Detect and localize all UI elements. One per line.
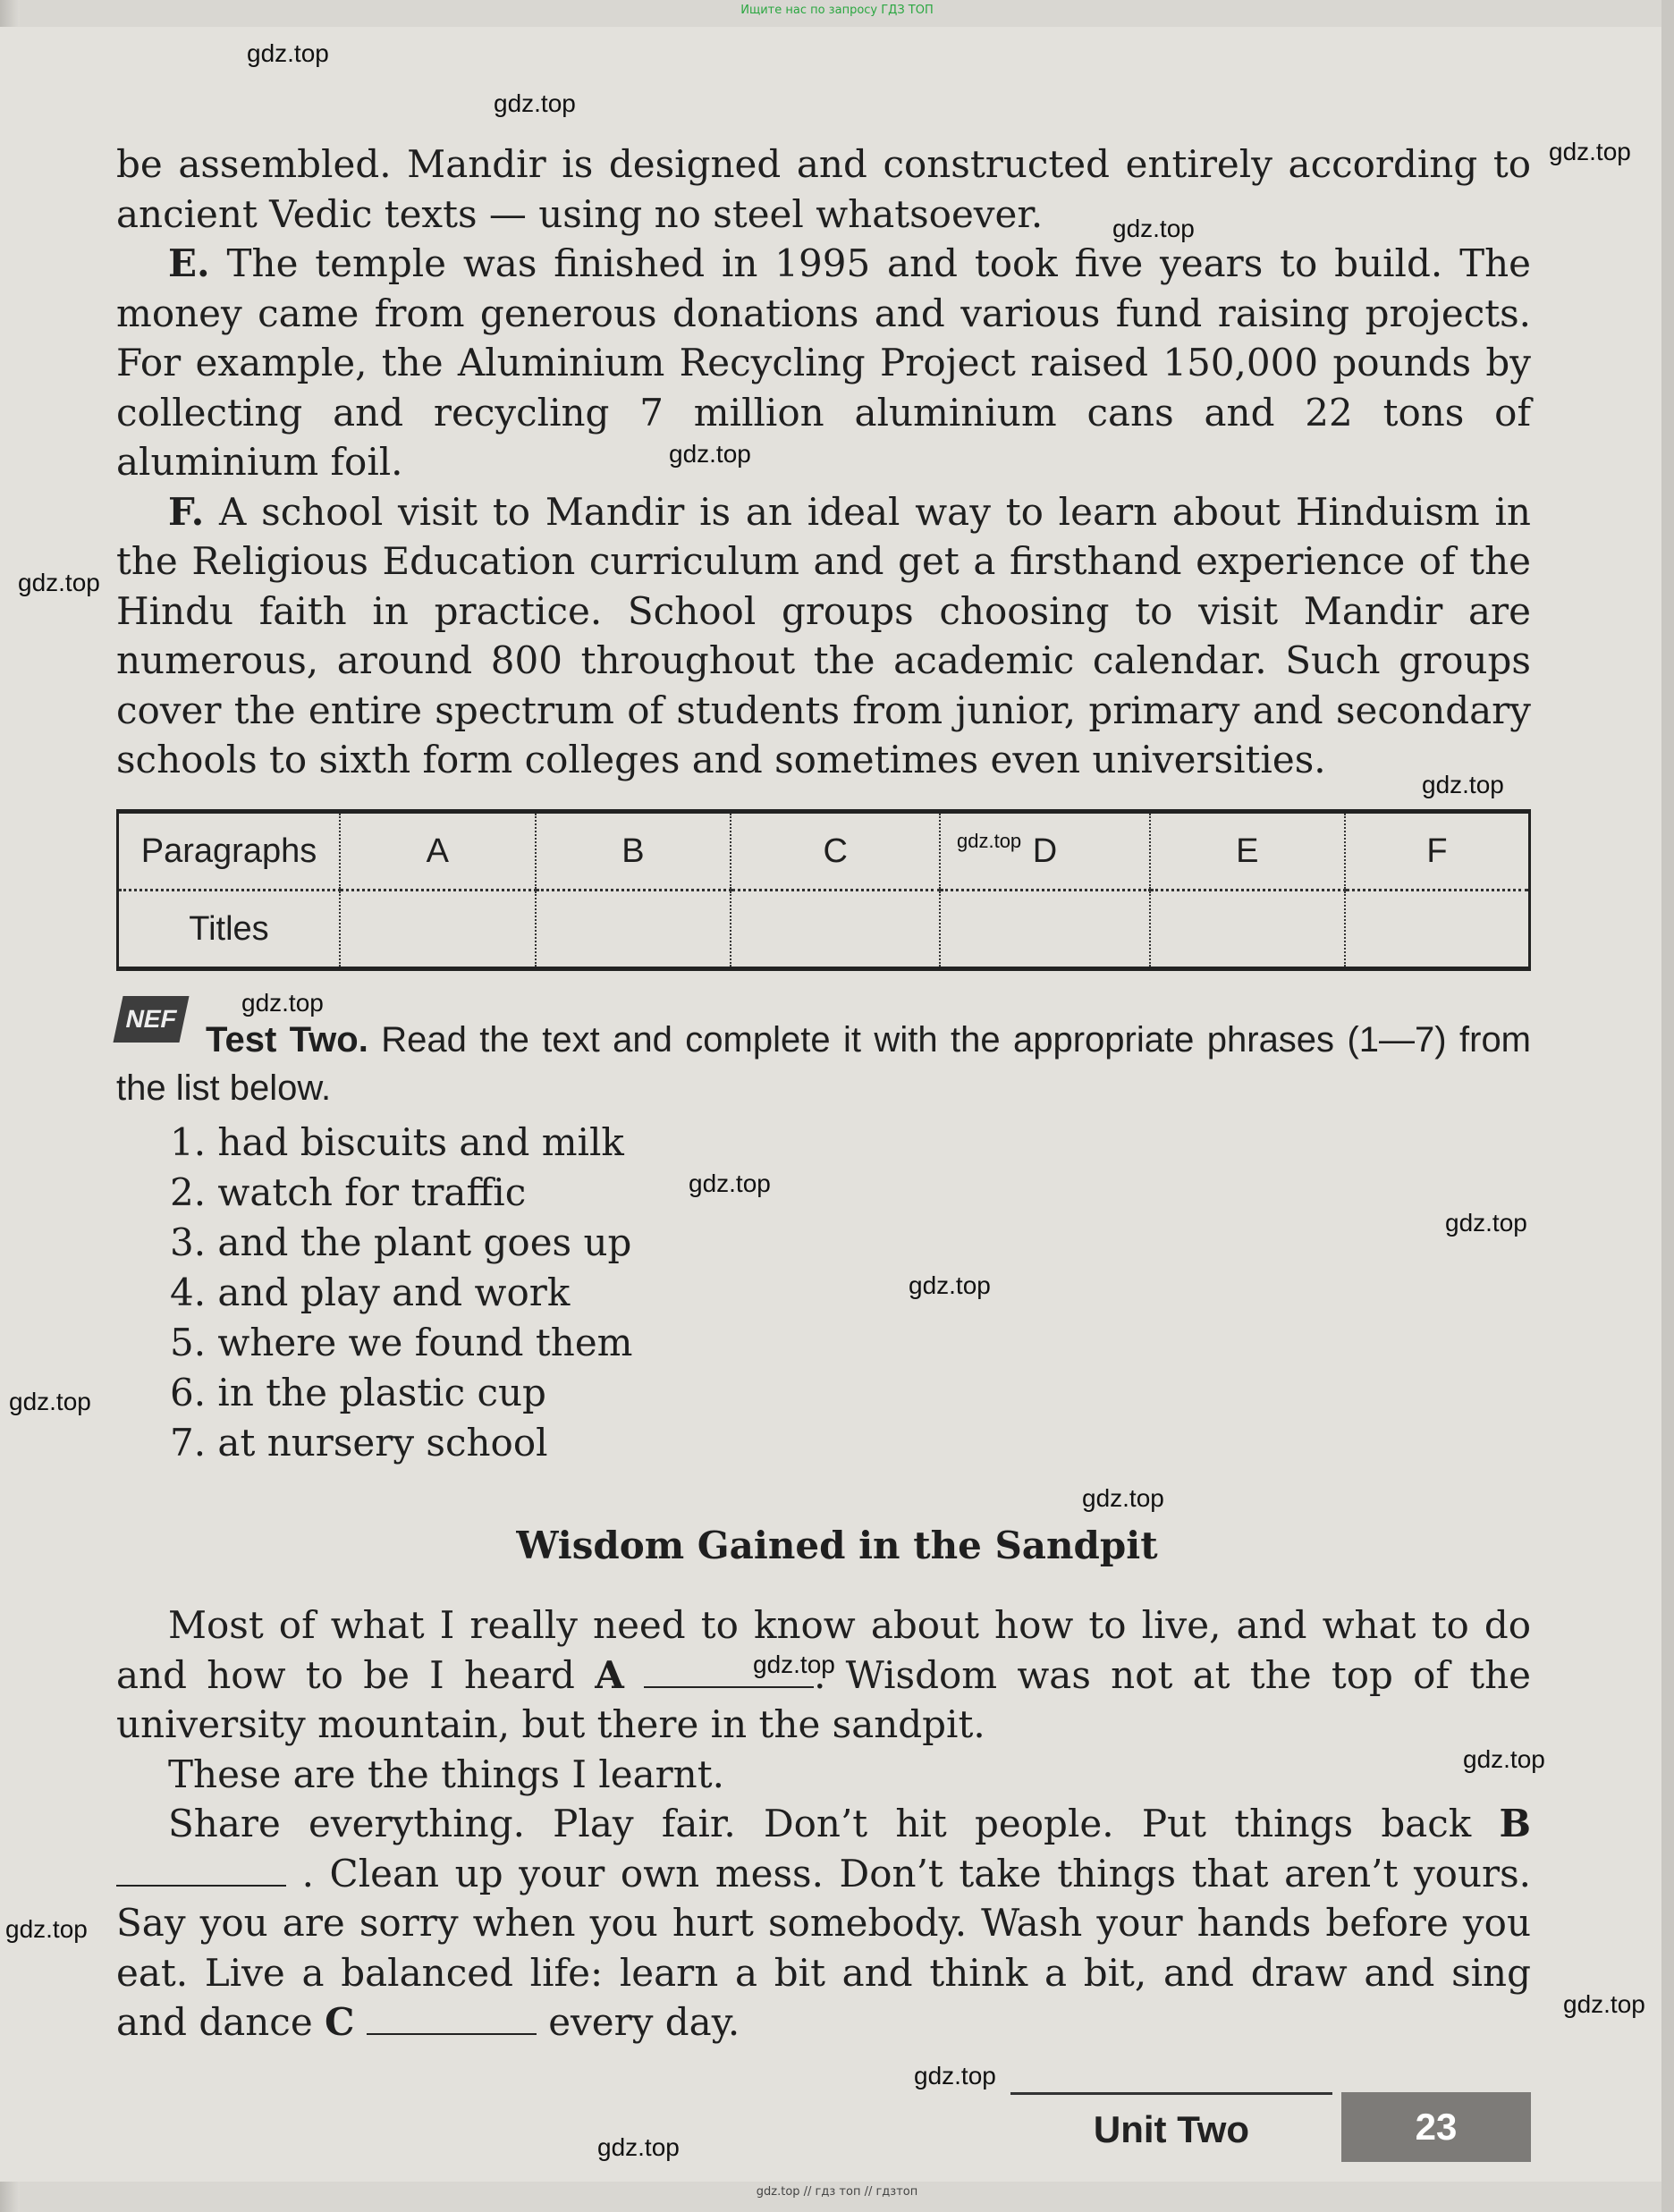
list-item: 6. in the plastic cup (170, 1371, 546, 1414)
paragraph-text: The temple was finished in 1995 and took five years to build. The money came from generous donations and various fund raising projects. For example, the Aluminium Recycling Project raised 150,000 pounds by collecting and recycling 7 million aluminium cans and 22 tons of aluminium foil. (116, 241, 1531, 484)
watermark: gdz.top (494, 89, 576, 117)
list-item: 2. watch for traffic (170, 1170, 527, 1214)
top-search-note: Ищите нас по запросу ГДЗ ТОП (740, 4, 934, 17)
watermark: gdz.top (1549, 138, 1631, 165)
paragraph-d-tail: be assembled. Mandir is designed and constructed entirely according to ancient Vedic texts — using no steel whatsoever. (116, 142, 1531, 236)
phrase-list (170, 1118, 633, 1468)
watermark: gdz.top (1445, 1209, 1527, 1237)
table-row (118, 891, 1530, 969)
answer-cell[interactable] (940, 891, 1149, 969)
passage-continued (116, 139, 1531, 785)
gap-blank[interactable] (367, 2005, 537, 2035)
story-text (116, 1600, 1531, 2047)
row-label: Titles (118, 891, 341, 969)
list-item: 4. and play and work (170, 1271, 571, 1314)
paragraph-e (116, 239, 1531, 487)
paragraph-letter: F. (168, 489, 205, 534)
column-letter: C (731, 812, 940, 891)
gap-blank[interactable] (644, 1658, 814, 1688)
unit-label: Unit Two (1010, 2092, 1332, 2165)
paragraph-text: A school visit to Mandir is an ideal way to learn about Hinduism in the Religious Education curriculum and get a firsthand experience of the Hindu faith in practice. School groups choosing to visit Mandir are numerous, around 800 throughout the academic calendar. Such groups cover the entire spectrum of students from junior, primary and secondary schools to sixth form colleges and sometimes even universities. (116, 489, 1531, 781)
story-title: Wisdom Gained in the Sandpit (516, 1524, 1158, 1567)
matching-table (116, 809, 1531, 971)
page-edge (1661, 0, 1674, 2212)
column-letter: D (940, 812, 1149, 891)
watermark: gdz.top (1463, 1745, 1545, 1773)
column-letter: A (340, 812, 536, 891)
blank-letter: C (325, 2000, 355, 2044)
watermark: gdz.top (909, 1271, 991, 1299)
row-label: Paragraphs (118, 812, 341, 891)
watermark: gdz.top (597, 2133, 680, 2161)
watermark: gdz.top (5, 1915, 88, 1943)
bottom-note: gdz.top // гдз топ // гдзтоп (756, 2185, 918, 2199)
watermark: gdz.top (1082, 1484, 1164, 1512)
blank-letter: B (1499, 1802, 1531, 1845)
story-paragraph: These are the things I learnt. (168, 1752, 724, 1796)
watermark: gdz.top (18, 569, 100, 596)
column-letter: B (536, 812, 731, 891)
answer-cell[interactable] (1150, 891, 1346, 969)
list-item: 7. at nursery school (170, 1421, 548, 1465)
watermark: gdz.top (9, 1388, 91, 1415)
watermark: gdz.top (669, 440, 751, 468)
answer-cell[interactable] (536, 891, 731, 969)
list-item: 5. where we found them (170, 1321, 633, 1364)
answer-cell[interactable] (1345, 891, 1529, 969)
watermark: gdz.top (689, 1169, 771, 1197)
watermark: gdz.top (1422, 771, 1504, 798)
blank-letter: A (595, 1652, 624, 1697)
watermark: gdz.top (1563, 1990, 1645, 2018)
answer-cell[interactable] (731, 891, 940, 969)
list-item: 3. and the plant goes up (170, 1220, 632, 1264)
nef-badge-icon: NEF (113, 996, 189, 1043)
watermark: gdz.top (957, 830, 1022, 852)
paragraph-f (116, 487, 1531, 785)
answer-cell[interactable] (340, 891, 536, 969)
watermark: gdz.top (914, 2062, 996, 2090)
watermark: gdz.top (1112, 215, 1195, 242)
story-paragraph: Most of what I really need to know about how to live, and what to do and how to be I heard A . Wisdom was not at the top of the university mountain, but there in the sandpit. (116, 1603, 1532, 1746)
table-row (118, 812, 1530, 891)
column-letter: F (1345, 812, 1529, 891)
list-item: 1. had biscuits and milk (170, 1120, 624, 1164)
test-two-instruction (116, 1016, 1531, 1112)
watermark: gdz.top (753, 1651, 835, 1678)
test-heading: Test Two. (206, 1020, 368, 1060)
gap-blank[interactable] (116, 1856, 286, 1887)
watermark: gdz.top (241, 989, 324, 1017)
paragraph-letter: E. (168, 241, 210, 285)
watermark: gdz.top (247, 39, 329, 67)
instruction-text: Read the text and complete it with the appropriate phrases (1—7) from the list below. (116, 1020, 1532, 1108)
page-number: 23 (1341, 2092, 1531, 2162)
story-paragraph: Share everything. Play fair. Don’t hit people. Put things back B . Clean up your own mess. Don’t take things that aren’t yours. Say you are sorry when you hurt somebody. Wash your hands before you eat. Live a balanced life: learn a bit and think a bit, and draw and sing and dance C every day. (116, 1802, 1531, 2044)
column-letter: E (1150, 812, 1346, 891)
